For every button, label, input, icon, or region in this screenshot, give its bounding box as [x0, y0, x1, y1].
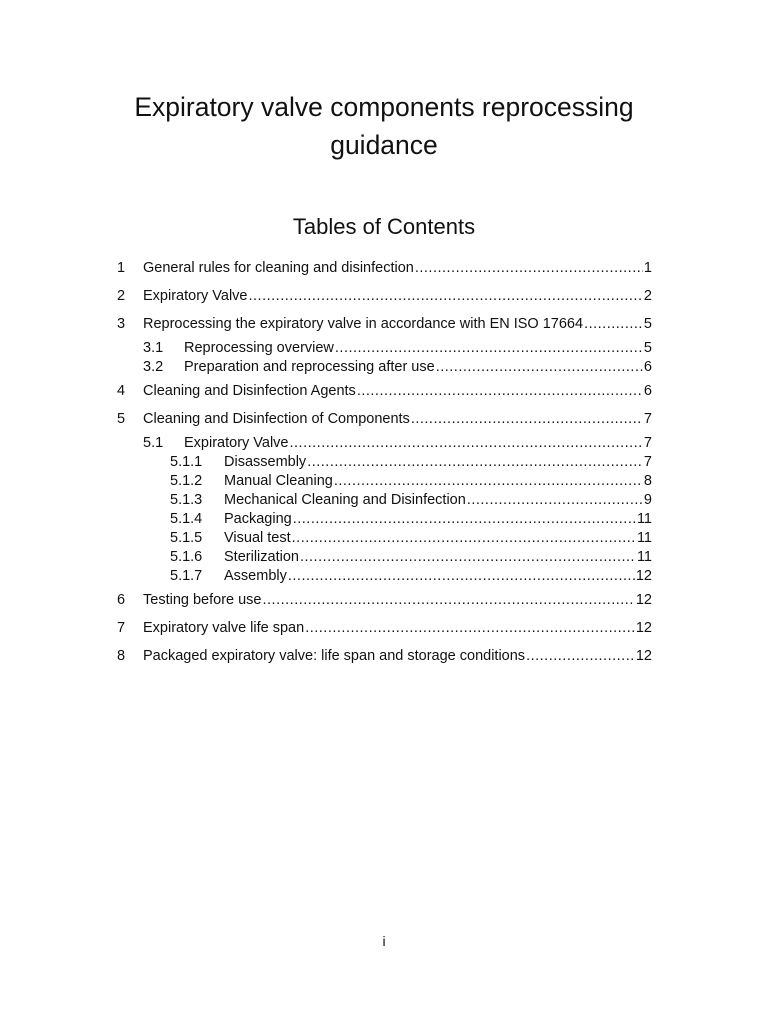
- toc-entry-page: 12: [635, 648, 652, 664]
- toc-entry-number: 5.1.7: [170, 568, 203, 584]
- toc-entry-page: 11: [636, 511, 652, 527]
- toc-dot-leader: [415, 259, 643, 278]
- toc-entry-page: 9: [643, 492, 652, 508]
- toc-entry[interactable]: [170, 510, 652, 529]
- toc-entry-page: 8: [643, 473, 652, 489]
- toc-entry[interactable]: [117, 410, 652, 429]
- toc-dot-leader: [305, 619, 635, 638]
- toc-dot-leader: [526, 647, 635, 666]
- toc-dot-leader: [307, 453, 643, 472]
- toc-dot-leader: [357, 382, 643, 401]
- toc-entry[interactable]: [170, 453, 652, 472]
- toc-dot-leader: [334, 472, 643, 491]
- toc-entry-number: 2: [117, 288, 126, 304]
- page-number: i: [382, 933, 386, 949]
- toc-dot-leader: [335, 339, 643, 358]
- toc-entry-number: 5.1.6: [170, 549, 203, 565]
- toc-entry-title: Reprocessing the expiratory valve in accordance with EN ISO 17664: [143, 316, 584, 332]
- toc-entry-title: Mechanical Cleaning and Disinfection: [224, 492, 466, 508]
- toc-entry-page: 2: [643, 288, 652, 304]
- toc-entry-title: Assembly: [224, 568, 287, 584]
- toc-dot-leader: [249, 287, 643, 306]
- toc-entry-page: 7: [643, 411, 652, 427]
- toc-dot-leader: [584, 315, 643, 334]
- toc-entry-title: Expiratory Valve: [184, 435, 289, 451]
- toc-entry-title: Reprocessing overview: [184, 340, 334, 356]
- toc-entry-title: Preparation and reprocessing after use: [184, 359, 435, 375]
- toc-entry-page: 7: [643, 435, 652, 451]
- toc-entry-title: Packaged expiratory valve: life span and storage conditions: [143, 648, 526, 664]
- toc-entry-title: Cleaning and Disinfection Agents: [143, 383, 356, 399]
- toc-dot-leader: [288, 567, 635, 586]
- toc-entry[interactable]: [117, 647, 652, 666]
- toc-entry[interactable]: [143, 434, 652, 453]
- toc-entry-page: 11: [636, 530, 652, 546]
- toc-entry-number: 3: [117, 316, 126, 332]
- toc-entry-title: Expiratory valve life span: [143, 620, 305, 636]
- toc-entry-title: Packaging: [224, 511, 292, 527]
- toc-dot-leader: [263, 591, 635, 610]
- toc-entry-title: Testing before use: [143, 592, 262, 608]
- toc-entry-number: 3.1: [143, 340, 164, 356]
- toc-entry-number: 5.1: [143, 435, 164, 451]
- toc-entry-number: 5.1.5: [170, 530, 203, 546]
- toc-entry[interactable]: [170, 529, 652, 548]
- toc-entry[interactable]: [170, 472, 652, 491]
- toc-dot-leader: [292, 529, 636, 548]
- toc-entry[interactable]: [143, 358, 652, 377]
- toc-entry-title: Sterilization: [224, 549, 299, 565]
- toc-entry-number: 5.1.1: [170, 454, 203, 470]
- toc-entry[interactable]: [117, 315, 652, 334]
- toc-entry[interactable]: [117, 591, 652, 610]
- toc-dot-leader: [300, 548, 636, 567]
- toc-entry-title: Cleaning and Disinfection of Components: [143, 411, 410, 427]
- document-title: Expiratory valve components reprocessing guidance: [134, 92, 634, 160]
- toc-entry-number: 1: [117, 260, 126, 276]
- toc-entry-page: 12: [635, 620, 652, 636]
- toc-entry[interactable]: [170, 491, 652, 510]
- toc-entry[interactable]: [170, 567, 652, 586]
- toc-entry-page: 5: [643, 340, 652, 356]
- toc-entry-page: 11: [636, 549, 652, 565]
- toc-entry-page: 12: [635, 568, 652, 584]
- toc-entry-number: 5.1.3: [170, 492, 203, 508]
- toc-entry-number: 8: [117, 648, 126, 664]
- toc-dot-leader: [411, 410, 643, 429]
- toc-entry[interactable]: [170, 548, 652, 567]
- toc-entry[interactable]: [117, 259, 652, 278]
- toc-entry-number: 3.2: [143, 359, 164, 375]
- toc-entry[interactable]: [117, 619, 652, 638]
- toc-entry[interactable]: [117, 382, 652, 401]
- toc-entry-page: 12: [635, 592, 652, 608]
- toc-dot-leader: [467, 491, 643, 510]
- toc-entry-title: Expiratory Valve: [143, 288, 248, 304]
- toc-entry-number: 4: [117, 383, 126, 399]
- toc-entry-number: 6: [117, 592, 126, 608]
- toc-entry-number: 5: [117, 411, 126, 427]
- toc-entry-page: 6: [643, 359, 652, 375]
- toc-entry-number: 5.1.2: [170, 473, 203, 489]
- toc-entry[interactable]: [117, 287, 652, 306]
- toc-entry-page: 6: [643, 383, 652, 399]
- toc-entry-number: 7: [117, 620, 126, 636]
- toc-heading: Tables of Contents: [292, 214, 476, 239]
- toc-entry-page: 1: [643, 260, 652, 276]
- toc-entry[interactable]: [143, 339, 652, 358]
- toc-entry-title: Disassembly: [224, 454, 307, 470]
- toc-entry-title: Manual Cleaning: [224, 473, 333, 489]
- toc-entry-number: 5.1.4: [170, 511, 203, 527]
- toc-dot-leader: [293, 510, 636, 529]
- toc-entry-title: General rules for cleaning and disinfection: [143, 260, 414, 276]
- toc-entry-page: 7: [643, 454, 652, 470]
- toc-entry-page: 5: [643, 316, 652, 332]
- toc-dot-leader: [290, 434, 643, 453]
- toc-entry-title: Visual test: [224, 530, 291, 546]
- toc-dot-leader: [436, 358, 643, 377]
